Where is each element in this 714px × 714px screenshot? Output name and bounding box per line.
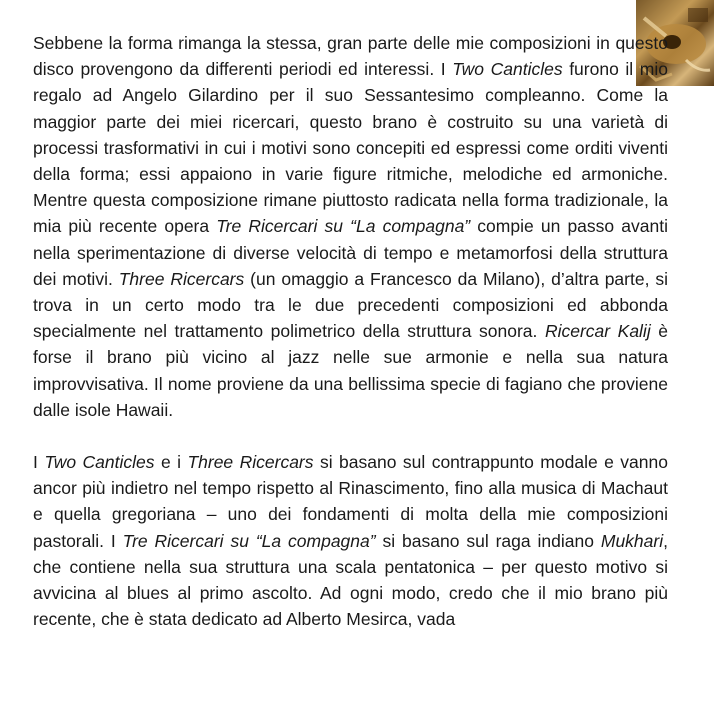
text-span: è forse il brano più vicino al jazz nelle sue armonie e nella sua natura improvvisativa. Il nome proviene da una bellissima specie di fagiano che proviene dalle isole Hawaii. <box>33 321 668 420</box>
work-title: Two Canticles <box>452 59 563 80</box>
work-title: Three Ricercars <box>187 452 314 473</box>
raga-name: Mukhari <box>600 530 664 551</box>
paragraph-2 <box>33 449 668 632</box>
work-title: Ricercar Kalij <box>544 321 651 342</box>
text-span: (un omaggio a Francesco da Milano), d’altra parte, si trova in un certo modo tra le due precedenti composizioni ed abbonda specialmente nel trattamento polimetrico della struttura sonora. <box>33 268 668 342</box>
text-span: Sebbene la forma rimanga la stessa, gran parte delle mie composizioni in questo disco provengono da differenti periodi ed interessi. I <box>33 33 668 80</box>
work-title: Tre Ricercari su “La compagna” <box>216 216 471 237</box>
text-span: si basano sul raga indiano <box>375 530 601 551</box>
work-title: Two Canticles <box>44 452 155 473</box>
body-text <box>33 30 668 632</box>
work-title: Three Ricercars <box>118 268 245 289</box>
text-span: si basano sul contrappunto modale e vanno ancor più indietro nel tempo rispetto al Rinascimento, fino alla musica di Machaut e quella gregoriana – uno dei fondamenti di molta della mie composizioni pastorali. I <box>33 452 668 551</box>
text-span: compie un passo avanti nella sperimentazione di diverse velocità di tempo e metamorfosi della struttura dei motivi. <box>33 216 668 289</box>
work-title: Tre Ricercari su “La compagna” <box>122 530 376 551</box>
text-span: furono il mio regalo ad Angelo Gilardino per il suo Sessantesimo compleanno. Come la maggior parte dei miei ricercari, questo brano è costruito su una varietà di processi trasformativi in cui i motivi sono concepiti ed espressi come orditi viventi della forma; essi appaiono in varie figure ritmiche, melodiche ed armoniche. Mentre questa composizione rimane piuttosto radicata nella forma tradizionale, la mia più recente opera <box>33 59 668 237</box>
text-span: , che contiene nella sua struttura una scala pentatonica – per questo motivo si avvicina al blues al primo ascolto. Ad ogni modo, credo che il mio brano più recente, che è stata dedicato ad Alberto Mesirca, vada <box>33 530 668 630</box>
text-span: I <box>33 452 45 473</box>
paragraph-1 <box>33 30 668 423</box>
text-span: e i <box>154 452 188 473</box>
